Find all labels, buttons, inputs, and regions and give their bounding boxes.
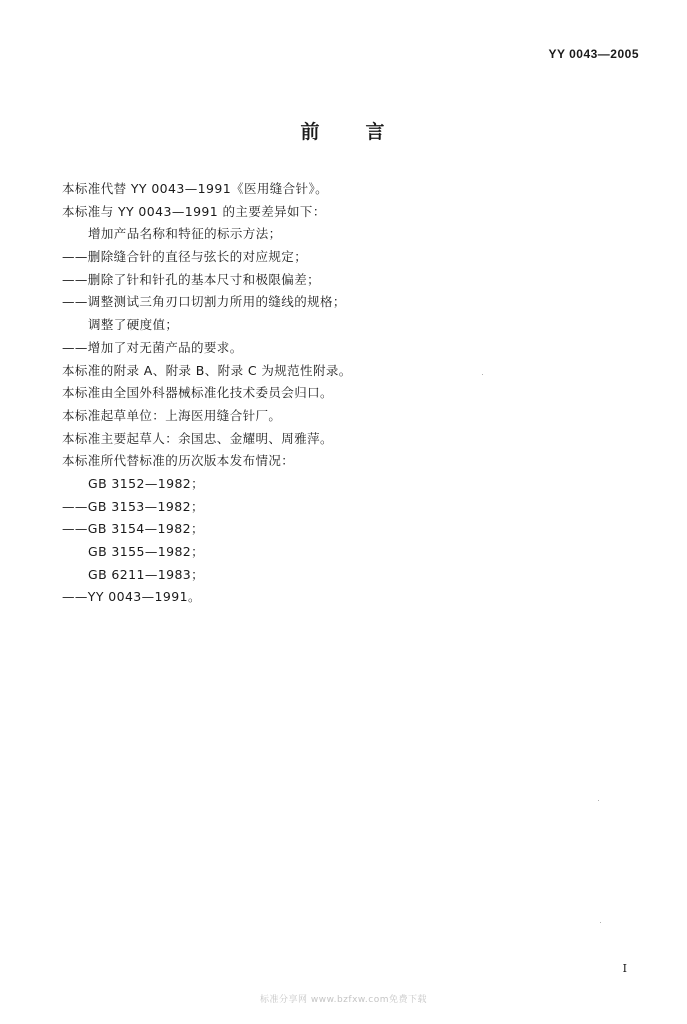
watermark-text: 标准分享网 www.bzfxw.com免费下载: [259, 995, 428, 1005]
foreword-line: 本标准由全国外科器械标准化技术委员会归口。: [62, 385, 333, 401]
scan-speck: [600, 922, 601, 923]
foreword-line: GB 3155—1982；: [88, 544, 205, 559]
page-title: [0, 117, 687, 144]
page-title-part2: 言: [365, 121, 387, 143]
foreword-line: ——删除缝合针的直径与弦长的对应规定；: [62, 249, 308, 265]
foreword-line: ——GB 3153—1982；: [62, 498, 204, 514]
foreword-line: 本标准代替 YY 0043—1991《医用缝合针》。: [62, 181, 328, 196]
foreword-line: ——GB 3154—1982；: [62, 521, 204, 537]
foreword-line: GB 6211—1983；: [88, 566, 205, 582]
foreword-line: ——增加了对无菌产品的要求。: [62, 339, 243, 355]
scan-speck: [598, 800, 599, 801]
foreword-line: 本标准的附录 A、附录 B、附录 C 为规范性附录。: [62, 362, 352, 378]
page-title-part1: 前: [300, 121, 322, 143]
foreword-line: ——YY 0043—1991。: [62, 589, 201, 605]
scan-speck: [482, 374, 483, 375]
foreword-line: 增加产品名称和特征的标示方法；: [88, 226, 282, 242]
foreword-line: GB 3152—1982；: [88, 475, 205, 491]
foreword-line: ——调整测试三角刃口切割力所用的缝线的规格；: [62, 294, 346, 310]
foreword-line: 本标准与 YY 0043—1991 的主要差异如下：: [62, 203, 326, 219]
foreword-line: 调整了硬度值；: [88, 317, 179, 333]
page-number: I: [622, 962, 627, 975]
foreword-line: ——删除了针和针孔的基本尺寸和极限偏差；: [62, 271, 321, 287]
standard-code: YY 0043—2005: [548, 47, 639, 61]
foreword-line: 本标准主要起草人：余国忠、金耀明、周雅萍。: [62, 430, 333, 446]
foreword-line: 本标准所代替标准的历次版本发布情况：: [62, 453, 295, 469]
foreword-body: [62, 178, 642, 609]
foreword-line: 本标准起草单位：上海医用缝合针厂。: [62, 407, 282, 423]
